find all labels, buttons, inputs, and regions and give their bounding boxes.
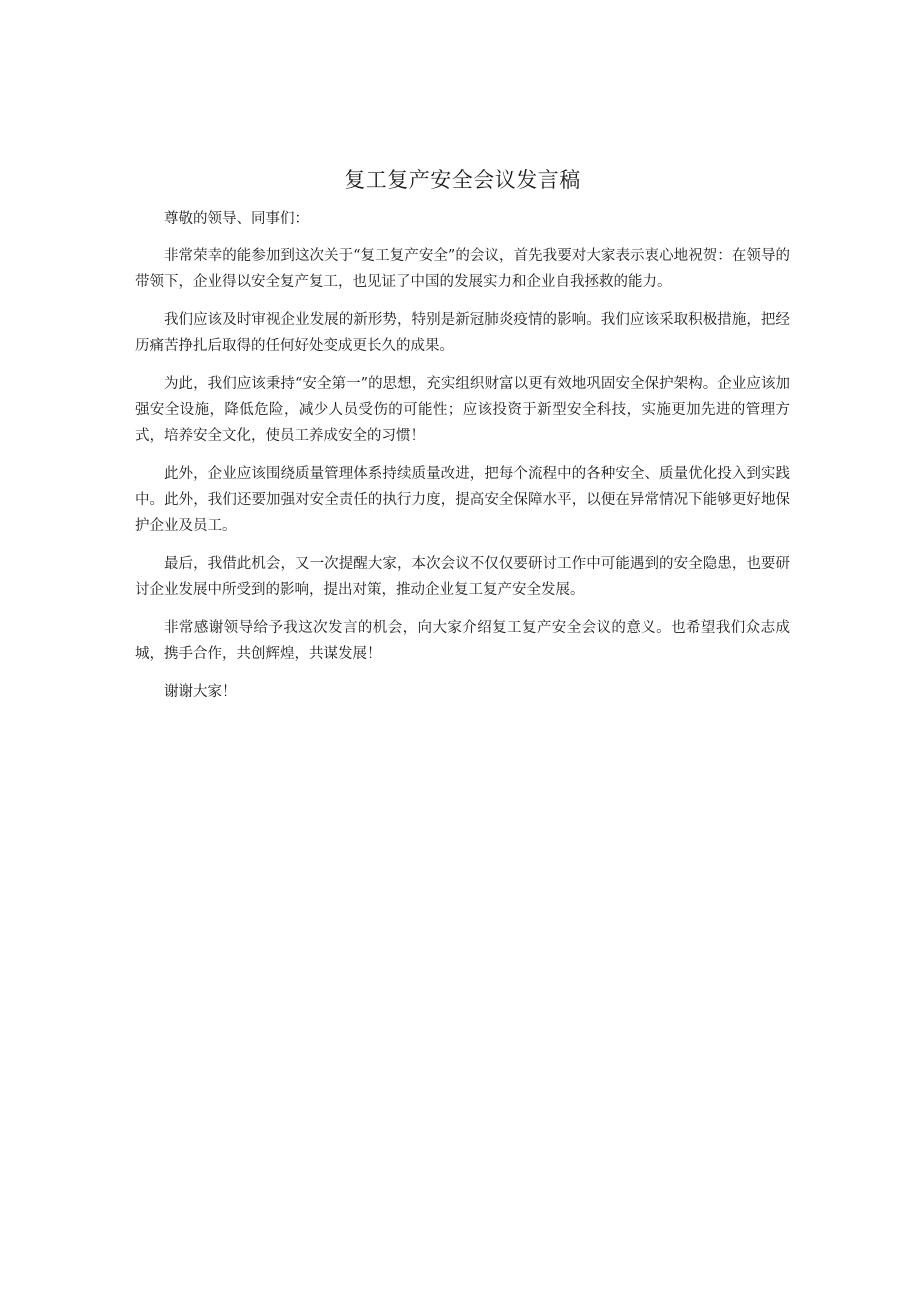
- paragraph-2: 我们应该及时审视企业发展的新形势，特别是新冠肺炎疫情的影响。我们应该采取积极措施，把经历痛苦挣扎后取得的任何好处变成更长久的成果。: [135, 312, 790, 354]
- document-body: [135, 166, 790, 705]
- greeting: 尊敬的领导、同事们：: [164, 211, 309, 227]
- paragraph-1: 非常荣幸的能参加到这次关于“复工复产安全”的会议，首先我要对大家表示衷心地祝贺：在领导的带领下，企业得以安全复产复工，也见证了中国的发展实力和企业自我拯救的能力。: [135, 248, 790, 290]
- document-title: 复工复产安全会议发言稿: [344, 168, 581, 192]
- paragraph-6: 非常感谢领导给予我这次发言的机会，向大家介绍复工复产安全会议的意义。也希望我们众志成城，携手合作，共创辉煌，共谋发展！: [135, 620, 790, 662]
- paragraph-3: 为此，我们应该秉持“安全第一”的思想，充实组织财富以更有效地巩固安全保护架构。企业应该加强安全设施，降低危险，减少人员受伤的可能性；应该投资于新型安全科技，实施更加先进的管理方式，培养安全文化，使员工养成安全的习惯！: [135, 376, 790, 444]
- paragraph-4: 此外，企业应该围绕质量管理体系持续质量改进，把每个流程中的各种安全、质量优化投入到实践中。此外，我们还要加强对安全责任的执行力度，提高安全保障水平，以便在异常情况下能够更好地保护企业及员工。: [135, 466, 790, 534]
- closing-line: 谢谢大家！: [164, 684, 237, 700]
- paragraph-5: 最后，我借此机会，又一次提醒大家，本次会议不仅仅要研讨工作中可能遇到的安全隐患，也要研讨企业发展中所受到的影响，提出对策，推动企业复工复产安全发展。: [135, 556, 790, 598]
